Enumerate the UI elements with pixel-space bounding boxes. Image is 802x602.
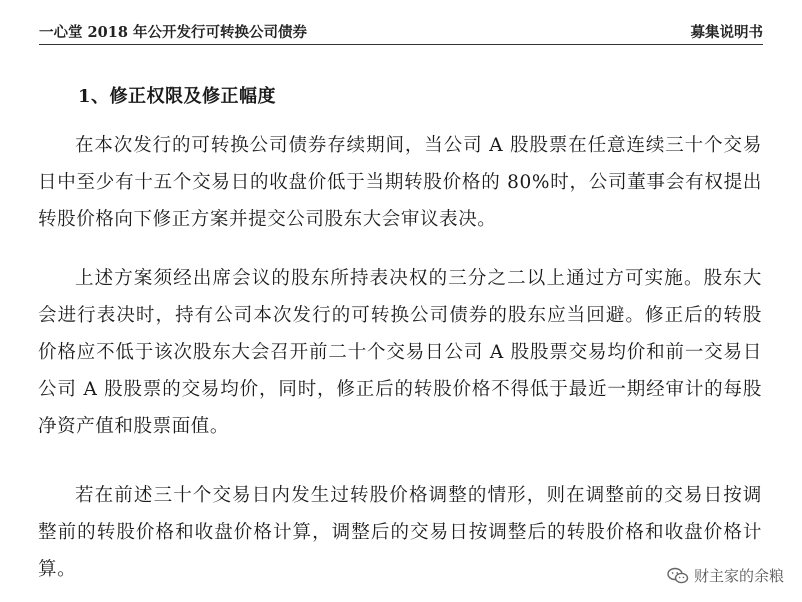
document-header — [39, 20, 763, 42]
paragraph-1: 在本次发行的可转换公司债券存续期间，当公司 A 股股票在任意连续三十个交易日中至少有十五个交易日的收盘价低于当期转股价格的 80%时，公司董事会有权提出转股价格向下修正方案并提交公司股东大会审议表决。 — [38, 135, 762, 230]
header-document-title: 一心堂 2018 年公开发行可转换公司债券 — [39, 23, 307, 41]
header-section-name: 募集说明书 — [690, 23, 763, 41]
wechat-icon — [667, 567, 689, 585]
watermark-text: 财主家的余粮 — [693, 567, 784, 585]
wechat-watermark — [663, 563, 788, 588]
header-divider — [39, 44, 763, 45]
paragraph-2: 上述方案须经出席会议的股东所持表决权的三分之二以上通过方可实施。股东大会进行表决时，持有公司本次发行的可转换公司债券的股东应当回避。修正后的转股价格应不低于该次股东大会召开前二十个交易日公司 A 股股票交易均价和前一交易日公司 A 股股票的交易均价，同时，修正后的转股价格不得低于最近一期经审计的每股净资产值和股票面值。 — [38, 268, 762, 437]
paragraph-3: 若在前述三十个交易日内发生过转股价格调整的情形，则在调整前的交易日按调整前的转股价格和收盘价格计算，调整后的交易日按调整后的转股价格和收盘价格计算。 — [38, 485, 762, 580]
section-heading: 1、修正权限及修正幅度 — [78, 86, 277, 107]
